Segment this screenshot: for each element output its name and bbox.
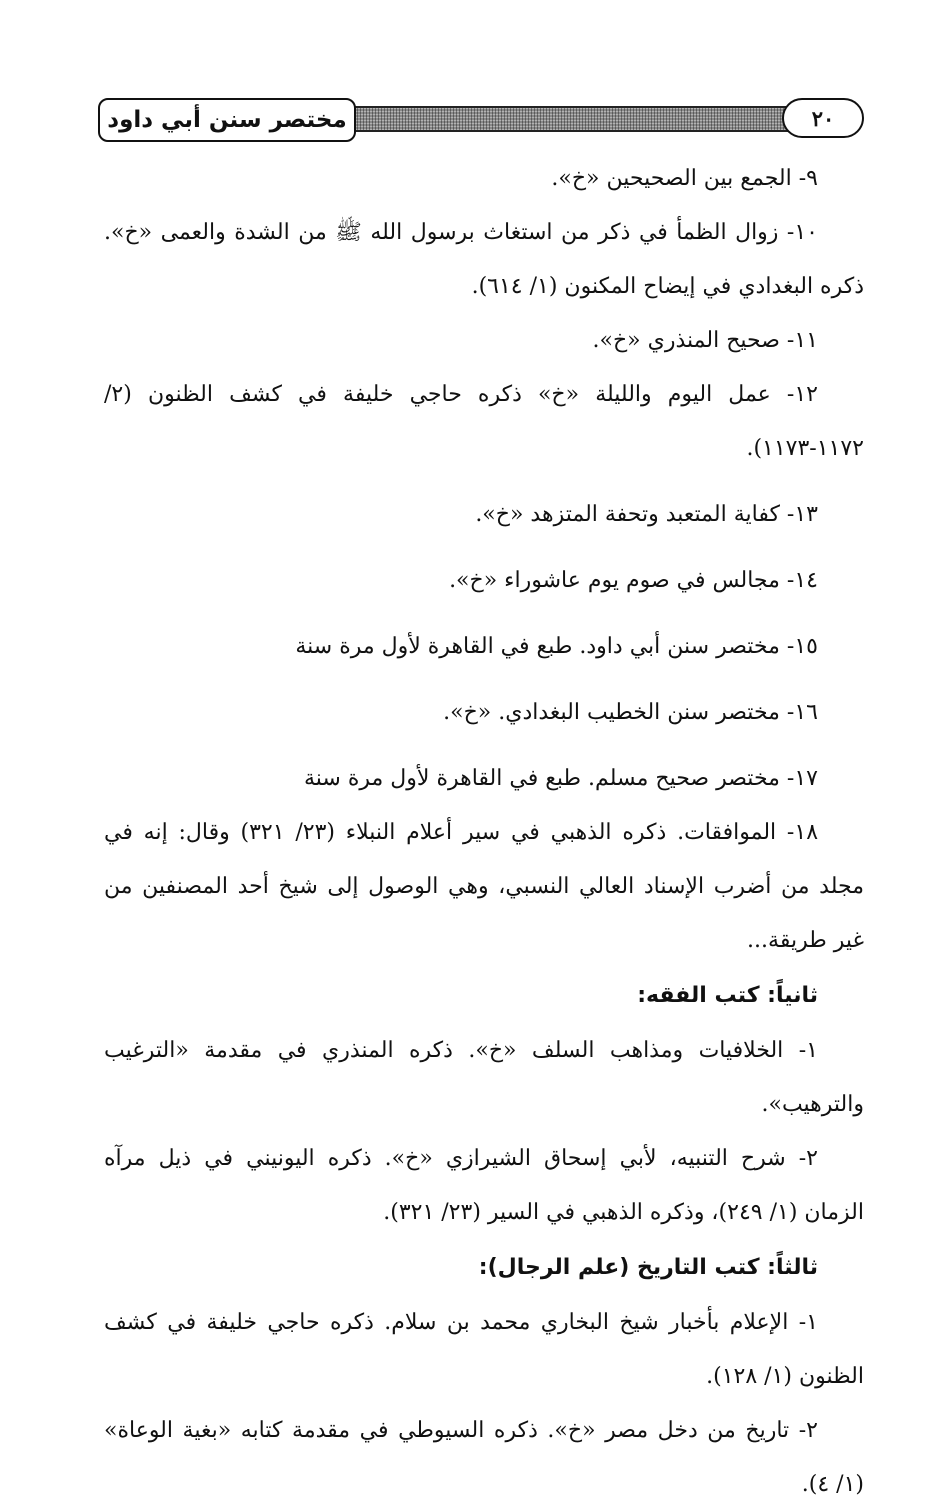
page-number: ٢٠ (782, 98, 864, 138)
fiqh-item-1: ١- الخلافيات ومذاهب السلف «خ». ذكره المنذري في مقدمة «الترغيب والترهيب». (104, 1038, 864, 1117)
list-item-11: ١١- صحيح المنذري «خ». (592, 328, 818, 353)
history-item-2: ٢- تاريخ من دخل مصر «خ». ذكره السيوطي في مقدمة كتابه «بغية الوعاة» (١/ ٤). (104, 1418, 864, 1497)
header-decorative-band (348, 106, 788, 132)
list-item-16: ١٦- مختصر سنن الخطيب البغدادي. «خ». (443, 700, 818, 725)
book-title: مختصر سنن أبي داود (98, 98, 356, 142)
list-item-13: ١٣- كفاية المتعبد وتحفة المتزهد «خ». (475, 502, 818, 527)
section-heading-fiqh: ثانياً: كتب الفقه: (637, 983, 818, 1008)
list-item-17: ١٧- مختصر صحيح مسلم. طبع في القاهرة لأول مرة سنة (304, 766, 818, 791)
list-item-12: ١٢- عمل اليوم والليلة «خ» ذكره حاجي خليفة في كشف الظنون (٢/ ١١٧٢-١١٧٣). (104, 382, 864, 461)
list-item-14: ١٤- مجالس في صوم يوم عاشوراء «خ». (449, 568, 818, 593)
running-header (98, 98, 864, 146)
list-item-10: ١٠- زوال الظمأ في ذكر من استغاث برسول الله ﷺ من الشدة والعمى «خ». ذكره البغدادي في إيضاح المكنون (١/ ٦١٤). (104, 220, 864, 299)
list-item-9: ٩- الجمع بين الصحيحين «خ». (551, 166, 818, 191)
list-item-15: ١٥- مختصر سنن أبي داود. طبع في القاهرة لأول مرة سنة (295, 634, 818, 659)
section-heading-history: ثالثاً: كتب التاريخ (علم الرجال): (478, 1255, 818, 1280)
fiqh-item-2: ٢- شرح التنبيه، لأبي إسحاق الشيرازي «خ». ذكره اليونيني في ذيل مرآه الزمان (١/ ٢٤٩)، وذكره الذهبي في السير (٢٣/ ٣٢١). (104, 1146, 864, 1225)
history-item-1: ١- الإعلام بأخبار شيخ البخاري محمد بن سلام. ذكره حاجي خليفة في كشف الظنون (١/ ١٢٨). (104, 1310, 864, 1389)
list-item-18: ١٨- الموافقات. ذكره الذهبي في سير أعلام النبلاء (٢٣/ ٣٢١) وقال: إنه في مجلد من أضرب الإسناد العالي النسبي، وهي الوصول إلى شيخ أحد المصنفين من غير طريقة... (104, 820, 864, 953)
page-body (104, 152, 864, 1512)
